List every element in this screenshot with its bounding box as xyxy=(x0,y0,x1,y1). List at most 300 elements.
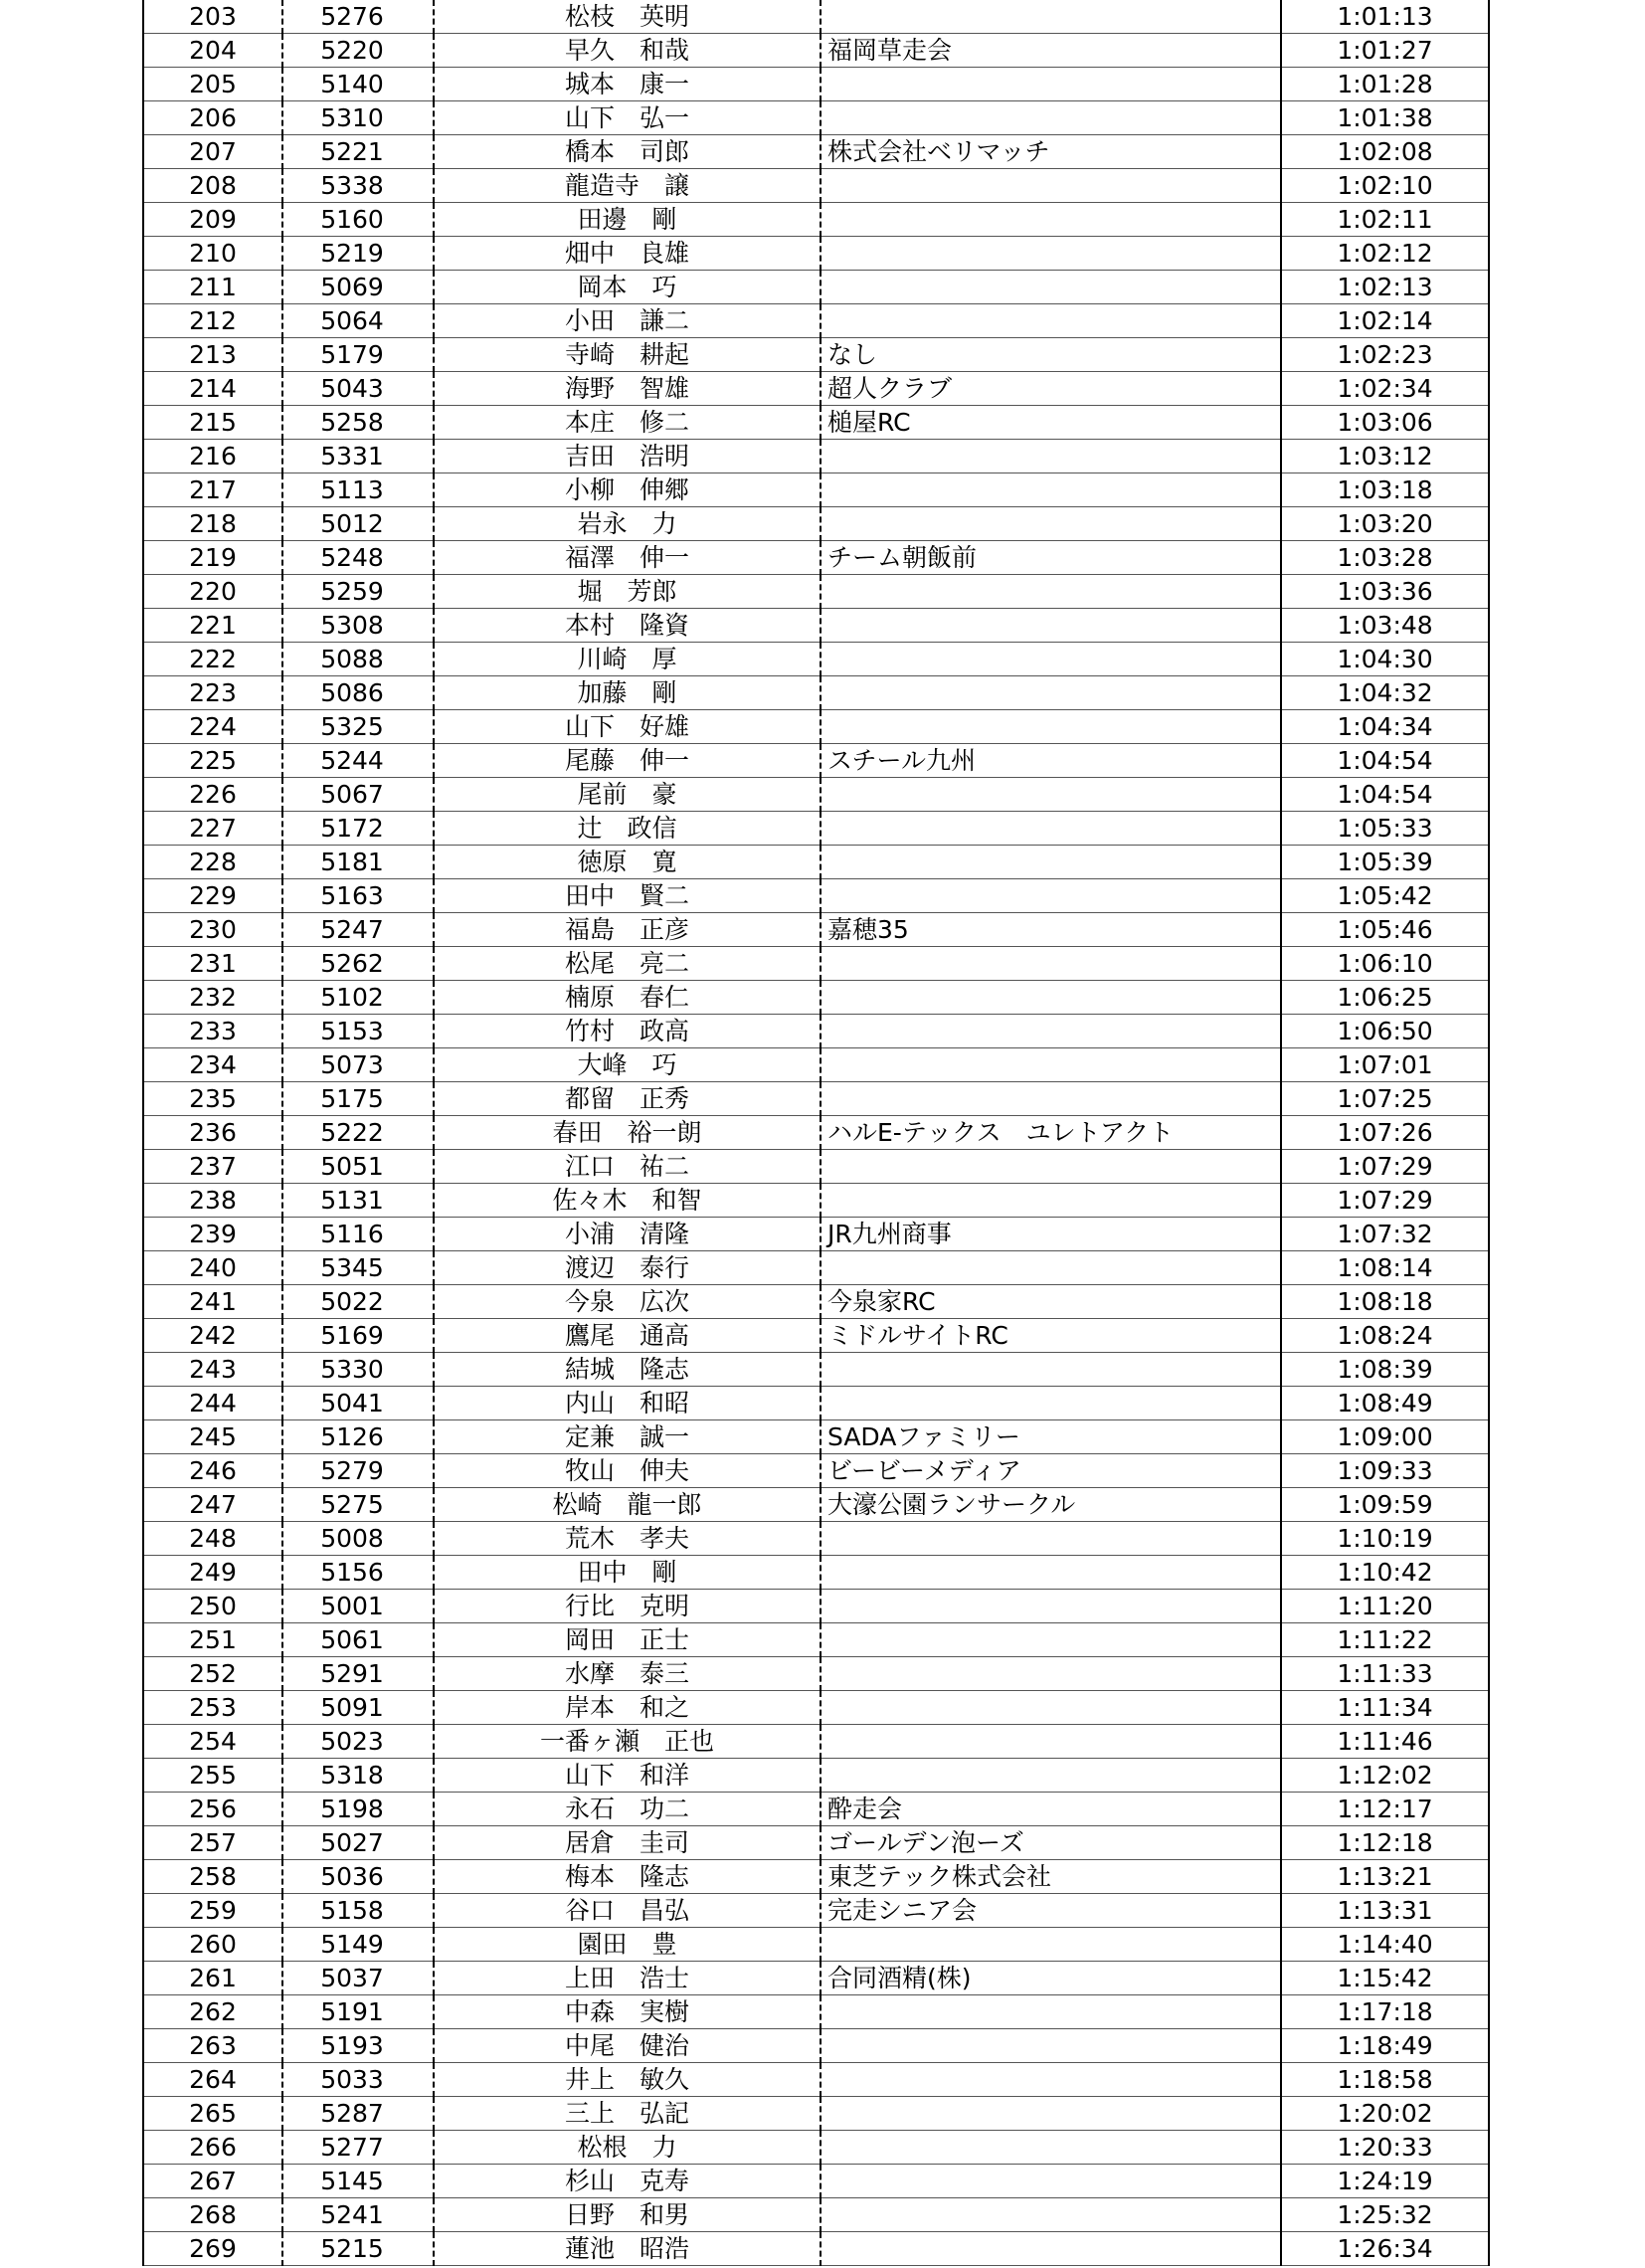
team-cell: チーム朝飯前 xyxy=(821,541,1281,575)
table-row xyxy=(143,1962,1489,1995)
bib-number-cell: 5156 xyxy=(282,1556,434,1590)
runner-name-cell: 行比 克明 xyxy=(434,1590,821,1623)
rank-cell: 221 xyxy=(143,609,282,643)
rank-cell: 263 xyxy=(143,2029,282,2063)
bib-number-cell: 5338 xyxy=(282,169,434,203)
finish-time-cell: 1:09:00 xyxy=(1281,1420,1489,1454)
rank-cell: 215 xyxy=(143,406,282,440)
rank-cell: 252 xyxy=(143,1657,282,1691)
rank-cell: 260 xyxy=(143,1928,282,1962)
table-row xyxy=(143,1928,1489,1962)
bib-number-cell: 5345 xyxy=(282,1251,434,1285)
rank-cell: 249 xyxy=(143,1556,282,1590)
team-cell xyxy=(821,1015,1281,1048)
rank-cell: 212 xyxy=(143,304,282,338)
finish-time-cell: 1:04:34 xyxy=(1281,710,1489,744)
finish-time-cell: 1:06:50 xyxy=(1281,1015,1489,1048)
team-cell: 株式会社ベリマッチ xyxy=(821,135,1281,169)
team-cell xyxy=(821,1251,1281,1285)
runner-name-cell: 堀 芳郎 xyxy=(434,575,821,609)
team-cell xyxy=(821,778,1281,812)
table-row xyxy=(143,68,1489,101)
bib-number-cell: 5276 xyxy=(282,0,434,34)
table-row xyxy=(143,237,1489,271)
rank-cell: 254 xyxy=(143,1725,282,1759)
finish-time-cell: 1:14:40 xyxy=(1281,1928,1489,1962)
finish-time-cell: 1:25:32 xyxy=(1281,2198,1489,2232)
team-cell xyxy=(821,2029,1281,2063)
team-cell: ハルE-テックス ユレトアクト xyxy=(821,1116,1281,1150)
team-cell xyxy=(821,1928,1281,1962)
table-row xyxy=(143,1860,1489,1894)
runner-name-cell: 早久 和哉 xyxy=(434,34,821,68)
table-row xyxy=(143,1522,1489,1556)
bib-number-cell: 5043 xyxy=(282,372,434,406)
rank-cell: 264 xyxy=(143,2063,282,2097)
team-cell xyxy=(821,304,1281,338)
bib-number-cell: 5169 xyxy=(282,1319,434,1353)
finish-time-cell: 1:12:17 xyxy=(1281,1793,1489,1826)
team-cell xyxy=(821,981,1281,1015)
finish-time-cell: 1:04:54 xyxy=(1281,778,1489,812)
runner-name-cell: 小田 謙二 xyxy=(434,304,821,338)
bib-number-cell: 5198 xyxy=(282,1793,434,1826)
table-row xyxy=(143,1454,1489,1488)
rank-cell: 220 xyxy=(143,575,282,609)
team-cell xyxy=(821,710,1281,744)
table-row xyxy=(143,1184,1489,1218)
table-row xyxy=(143,2029,1489,2063)
bib-number-cell: 5153 xyxy=(282,1015,434,1048)
rank-cell: 250 xyxy=(143,1590,282,1623)
table-row xyxy=(143,879,1489,913)
bib-number-cell: 5193 xyxy=(282,2029,434,2063)
bib-number-cell: 5219 xyxy=(282,237,434,271)
runner-name-cell: 水摩 泰三 xyxy=(434,1657,821,1691)
rank-cell: 253 xyxy=(143,1691,282,1725)
table-row xyxy=(143,1251,1489,1285)
rank-cell: 251 xyxy=(143,1623,282,1657)
table-row xyxy=(143,643,1489,676)
team-cell xyxy=(821,507,1281,541)
bib-number-cell: 5325 xyxy=(282,710,434,744)
bib-number-cell: 5149 xyxy=(282,1928,434,1962)
bib-number-cell: 5022 xyxy=(282,1285,434,1319)
bib-number-cell: 5086 xyxy=(282,676,434,710)
team-cell xyxy=(821,1556,1281,1590)
team-cell xyxy=(821,676,1281,710)
table-row xyxy=(143,1826,1489,1860)
bib-number-cell: 5073 xyxy=(282,1048,434,1082)
table-row xyxy=(143,0,1489,34)
bib-number-cell: 5037 xyxy=(282,1962,434,1995)
team-cell xyxy=(821,2165,1281,2198)
runner-name-cell: 田邊 剛 xyxy=(434,203,821,237)
team-cell: 東芝テック株式会社 xyxy=(821,1860,1281,1894)
rank-cell: 259 xyxy=(143,1894,282,1928)
finish-time-cell: 1:07:29 xyxy=(1281,1150,1489,1184)
runner-name-cell: 小浦 清隆 xyxy=(434,1218,821,1251)
bib-number-cell: 5091 xyxy=(282,1691,434,1725)
bib-number-cell: 5258 xyxy=(282,406,434,440)
rank-cell: 210 xyxy=(143,237,282,271)
rank-cell: 246 xyxy=(143,1454,282,1488)
finish-time-cell: 1:02:34 xyxy=(1281,372,1489,406)
team-cell: 超人クラブ xyxy=(821,372,1281,406)
bib-number-cell: 5310 xyxy=(282,101,434,135)
rank-cell: 217 xyxy=(143,473,282,507)
runner-name-cell: 牧山 伸夫 xyxy=(434,1454,821,1488)
team-cell: なし xyxy=(821,338,1281,372)
table-row xyxy=(143,1082,1489,1116)
team-cell xyxy=(821,1995,1281,2029)
rank-cell: 228 xyxy=(143,846,282,879)
rank-cell: 207 xyxy=(143,135,282,169)
finish-time-cell: 1:01:13 xyxy=(1281,0,1489,34)
rank-cell: 230 xyxy=(143,913,282,947)
team-cell xyxy=(821,846,1281,879)
finish-time-cell: 1:02:23 xyxy=(1281,338,1489,372)
finish-time-cell: 1:05:39 xyxy=(1281,846,1489,879)
rank-cell: 245 xyxy=(143,1420,282,1454)
rank-cell: 219 xyxy=(143,541,282,575)
results-body xyxy=(143,0,1489,2266)
runner-name-cell: 山下 好雄 xyxy=(434,710,821,744)
runner-name-cell: 辻 政信 xyxy=(434,812,821,846)
runner-name-cell: 田中 剛 xyxy=(434,1556,821,1590)
runner-name-cell: 園田 豊 xyxy=(434,1928,821,1962)
finish-time-cell: 1:02:11 xyxy=(1281,203,1489,237)
bib-number-cell: 5067 xyxy=(282,778,434,812)
rank-cell: 258 xyxy=(143,1860,282,1894)
table-row xyxy=(143,1387,1489,1420)
runner-name-cell: 鷹尾 通高 xyxy=(434,1319,821,1353)
team-cell: 大濠公園ランサークル xyxy=(821,1488,1281,1522)
table-row xyxy=(143,947,1489,981)
finish-time-cell: 1:01:38 xyxy=(1281,101,1489,135)
runner-name-cell: 荒木 孝夫 xyxy=(434,1522,821,1556)
finish-time-cell: 1:15:42 xyxy=(1281,1962,1489,1995)
runner-name-cell: 井上 敏久 xyxy=(434,2063,821,2097)
table-row xyxy=(143,1218,1489,1251)
finish-time-cell: 1:07:01 xyxy=(1281,1048,1489,1082)
finish-time-cell: 1:08:18 xyxy=(1281,1285,1489,1319)
team-cell xyxy=(821,440,1281,473)
team-cell xyxy=(821,947,1281,981)
team-cell: 嘉穂35 xyxy=(821,913,1281,947)
runner-name-cell: 楠原 春仁 xyxy=(434,981,821,1015)
runner-name-cell: 今泉 広次 xyxy=(434,1285,821,1319)
table-row xyxy=(143,406,1489,440)
finish-time-cell: 1:07:29 xyxy=(1281,1184,1489,1218)
rank-cell: 232 xyxy=(143,981,282,1015)
team-cell: JR九州商事 xyxy=(821,1218,1281,1251)
runner-name-cell: 橋本 司郎 xyxy=(434,135,821,169)
runner-name-cell: 三上 弘記 xyxy=(434,2097,821,2131)
team-cell xyxy=(821,169,1281,203)
bib-number-cell: 5163 xyxy=(282,879,434,913)
finish-time-cell: 1:13:31 xyxy=(1281,1894,1489,1928)
team-cell xyxy=(821,879,1281,913)
team-cell: 合同酒精(株) xyxy=(821,1962,1281,1995)
team-cell xyxy=(821,1048,1281,1082)
table-row xyxy=(143,981,1489,1015)
runner-name-cell: 中森 実樹 xyxy=(434,1995,821,2029)
finish-time-cell: 1:03:28 xyxy=(1281,541,1489,575)
runner-name-cell: 福澤 伸一 xyxy=(434,541,821,575)
runner-name-cell: 渡辺 泰行 xyxy=(434,1251,821,1285)
finish-time-cell: 1:05:46 xyxy=(1281,913,1489,947)
team-cell: スチール九州 xyxy=(821,744,1281,778)
team-cell xyxy=(821,2232,1281,2266)
team-cell xyxy=(821,271,1281,304)
runner-name-cell: 松崎 龍一郎 xyxy=(434,1488,821,1522)
runner-name-cell: 竹村 政高 xyxy=(434,1015,821,1048)
finish-time-cell: 1:20:33 xyxy=(1281,2131,1489,2165)
table-row xyxy=(143,1793,1489,1826)
table-row xyxy=(143,710,1489,744)
finish-time-cell: 1:03:36 xyxy=(1281,575,1489,609)
team-cell: ミドルサイトRC xyxy=(821,1319,1281,1353)
rank-cell: 242 xyxy=(143,1319,282,1353)
table-row xyxy=(143,913,1489,947)
table-row xyxy=(143,1353,1489,1387)
rank-cell: 208 xyxy=(143,169,282,203)
table-row xyxy=(143,2063,1489,2097)
bib-number-cell: 5330 xyxy=(282,1353,434,1387)
bib-number-cell: 5221 xyxy=(282,135,434,169)
runner-name-cell: 寺崎 耕起 xyxy=(434,338,821,372)
table-row xyxy=(143,473,1489,507)
runner-name-cell: 中尾 健治 xyxy=(434,2029,821,2063)
rank-cell: 241 xyxy=(143,1285,282,1319)
bib-number-cell: 5191 xyxy=(282,1995,434,2029)
bib-number-cell: 5131 xyxy=(282,1184,434,1218)
team-cell xyxy=(821,237,1281,271)
table-row xyxy=(143,778,1489,812)
rank-cell: 256 xyxy=(143,1793,282,1826)
rank-cell: 203 xyxy=(143,0,282,34)
team-cell: 今泉家RC xyxy=(821,1285,1281,1319)
finish-time-cell: 1:08:49 xyxy=(1281,1387,1489,1420)
table-row xyxy=(143,812,1489,846)
team-cell xyxy=(821,1691,1281,1725)
bib-number-cell: 5008 xyxy=(282,1522,434,1556)
finish-time-cell: 1:18:49 xyxy=(1281,2029,1489,2063)
team-cell xyxy=(821,643,1281,676)
team-cell xyxy=(821,1150,1281,1184)
rank-cell: 234 xyxy=(143,1048,282,1082)
team-cell xyxy=(821,2097,1281,2131)
team-cell xyxy=(821,609,1281,643)
bib-number-cell: 5036 xyxy=(282,1860,434,1894)
table-row xyxy=(143,1623,1489,1657)
table-row xyxy=(143,203,1489,237)
team-cell: ゴールデン泡ーズ xyxy=(821,1826,1281,1860)
rank-cell: 267 xyxy=(143,2165,282,2198)
rank-cell: 211 xyxy=(143,271,282,304)
team-cell xyxy=(821,1657,1281,1691)
runner-name-cell: 居倉 圭司 xyxy=(434,1826,821,1860)
runner-name-cell: 山下 和洋 xyxy=(434,1759,821,1793)
finish-time-cell: 1:07:25 xyxy=(1281,1082,1489,1116)
rank-cell: 248 xyxy=(143,1522,282,1556)
finish-time-cell: 1:03:12 xyxy=(1281,440,1489,473)
runner-name-cell: 谷口 昌弘 xyxy=(434,1894,821,1928)
runner-name-cell: 本庄 修二 xyxy=(434,406,821,440)
finish-time-cell: 1:10:42 xyxy=(1281,1556,1489,1590)
finish-time-cell: 1:10:19 xyxy=(1281,1522,1489,1556)
table-row xyxy=(143,271,1489,304)
runner-name-cell: 松尾 亮二 xyxy=(434,947,821,981)
table-row xyxy=(143,609,1489,643)
table-row xyxy=(143,34,1489,68)
runner-name-cell: 尾前 豪 xyxy=(434,778,821,812)
bib-number-cell: 5244 xyxy=(282,744,434,778)
rank-cell: 239 xyxy=(143,1218,282,1251)
bib-number-cell: 5331 xyxy=(282,440,434,473)
rank-cell: 243 xyxy=(143,1353,282,1387)
finish-time-cell: 1:05:42 xyxy=(1281,879,1489,913)
table-row xyxy=(143,101,1489,135)
finish-time-cell: 1:12:02 xyxy=(1281,1759,1489,1793)
table-row xyxy=(143,1725,1489,1759)
bib-number-cell: 5291 xyxy=(282,1657,434,1691)
finish-time-cell: 1:11:33 xyxy=(1281,1657,1489,1691)
finish-time-cell: 1:04:54 xyxy=(1281,744,1489,778)
runner-name-cell: 岡本 巧 xyxy=(434,271,821,304)
rank-cell: 224 xyxy=(143,710,282,744)
runner-name-cell: 福島 正彦 xyxy=(434,913,821,947)
finish-time-cell: 1:08:14 xyxy=(1281,1251,1489,1285)
finish-time-cell: 1:02:14 xyxy=(1281,304,1489,338)
finish-time-cell: 1:12:18 xyxy=(1281,1826,1489,1860)
bib-number-cell: 5033 xyxy=(282,2063,434,2097)
bib-number-cell: 5051 xyxy=(282,1150,434,1184)
bib-number-cell: 5222 xyxy=(282,1116,434,1150)
bib-number-cell: 5069 xyxy=(282,271,434,304)
bib-number-cell: 5215 xyxy=(282,2232,434,2266)
bib-number-cell: 5247 xyxy=(282,913,434,947)
bib-number-cell: 5318 xyxy=(282,1759,434,1793)
finish-time-cell: 1:18:58 xyxy=(1281,2063,1489,2097)
table-row xyxy=(143,1015,1489,1048)
runner-name-cell: 加藤 剛 xyxy=(434,676,821,710)
table-row xyxy=(143,507,1489,541)
bib-number-cell: 5140 xyxy=(282,68,434,101)
rank-cell: 235 xyxy=(143,1082,282,1116)
team-cell xyxy=(821,2063,1281,2097)
finish-time-cell: 1:11:34 xyxy=(1281,1691,1489,1725)
bib-number-cell: 5175 xyxy=(282,1082,434,1116)
finish-time-cell: 1:05:33 xyxy=(1281,812,1489,846)
rank-cell: 223 xyxy=(143,676,282,710)
runner-name-cell: 徳原 寛 xyxy=(434,846,821,879)
team-cell xyxy=(821,2131,1281,2165)
team-cell xyxy=(821,812,1281,846)
bib-number-cell: 5145 xyxy=(282,2165,434,2198)
bib-number-cell: 5113 xyxy=(282,473,434,507)
results-table xyxy=(142,0,1490,2266)
team-cell xyxy=(821,1522,1281,1556)
bib-number-cell: 5088 xyxy=(282,643,434,676)
table-row xyxy=(143,2131,1489,2165)
team-cell xyxy=(821,203,1281,237)
runner-name-cell: 上田 浩士 xyxy=(434,1962,821,1995)
table-row xyxy=(143,744,1489,778)
bib-number-cell: 5160 xyxy=(282,203,434,237)
table-row xyxy=(143,676,1489,710)
team-cell xyxy=(821,1387,1281,1420)
table-row xyxy=(143,1894,1489,1928)
finish-time-cell: 1:20:02 xyxy=(1281,2097,1489,2131)
team-cell xyxy=(821,2198,1281,2232)
table-row xyxy=(143,1556,1489,1590)
team-cell xyxy=(821,1353,1281,1387)
runner-name-cell: 岸本 和之 xyxy=(434,1691,821,1725)
finish-time-cell: 1:03:48 xyxy=(1281,609,1489,643)
finish-time-cell: 1:03:18 xyxy=(1281,473,1489,507)
table-row xyxy=(143,1285,1489,1319)
table-row xyxy=(143,135,1489,169)
rank-cell: 238 xyxy=(143,1184,282,1218)
rank-cell: 206 xyxy=(143,101,282,135)
bib-number-cell: 5126 xyxy=(282,1420,434,1454)
rank-cell: 247 xyxy=(143,1488,282,1522)
runner-name-cell: 吉田 浩明 xyxy=(434,440,821,473)
team-cell: 完走シニア会 xyxy=(821,1894,1281,1928)
bib-number-cell: 5023 xyxy=(282,1725,434,1759)
bib-number-cell: 5041 xyxy=(282,1387,434,1420)
runner-name-cell: 梅本 隆志 xyxy=(434,1860,821,1894)
team-cell xyxy=(821,473,1281,507)
finish-time-cell: 1:09:33 xyxy=(1281,1454,1489,1488)
table-row xyxy=(143,1319,1489,1353)
runner-name-cell: 定兼 誠一 xyxy=(434,1420,821,1454)
runner-name-cell: 城本 康一 xyxy=(434,68,821,101)
runner-name-cell: 一番ヶ瀬 正也 xyxy=(434,1725,821,1759)
team-cell: 酔走会 xyxy=(821,1793,1281,1826)
table-row xyxy=(143,304,1489,338)
finish-time-cell: 1:06:25 xyxy=(1281,981,1489,1015)
rank-cell: 237 xyxy=(143,1150,282,1184)
runner-name-cell: 山下 弘一 xyxy=(434,101,821,135)
bib-number-cell: 5181 xyxy=(282,846,434,879)
rank-cell: 266 xyxy=(143,2131,282,2165)
runner-name-cell: 永石 功二 xyxy=(434,1793,821,1826)
bib-number-cell: 5102 xyxy=(282,981,434,1015)
runner-name-cell: 蓮池 昭浩 xyxy=(434,2232,821,2266)
team-cell xyxy=(821,1184,1281,1218)
finish-time-cell: 1:11:46 xyxy=(1281,1725,1489,1759)
runner-name-cell: 尾藤 伸一 xyxy=(434,744,821,778)
table-row xyxy=(143,846,1489,879)
team-cell xyxy=(821,575,1281,609)
runner-name-cell: 大峰 巧 xyxy=(434,1048,821,1082)
table-row xyxy=(143,2165,1489,2198)
bib-number-cell: 5064 xyxy=(282,304,434,338)
rank-cell: 229 xyxy=(143,879,282,913)
table-row xyxy=(143,1420,1489,1454)
table-row xyxy=(143,1691,1489,1725)
rank-cell: 268 xyxy=(143,2198,282,2232)
finish-time-cell: 1:07:32 xyxy=(1281,1218,1489,1251)
finish-time-cell: 1:03:06 xyxy=(1281,406,1489,440)
team-cell xyxy=(821,1759,1281,1793)
bib-number-cell: 5220 xyxy=(282,34,434,68)
table-row xyxy=(143,2232,1489,2266)
rank-cell: 218 xyxy=(143,507,282,541)
